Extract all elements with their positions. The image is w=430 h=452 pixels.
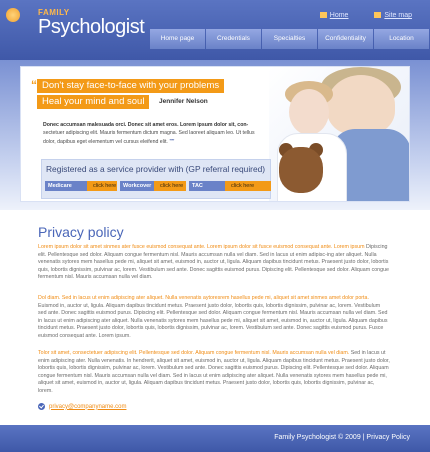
hero-text-body: sectetuer adipiscing elit. Mauris fermentum dictum magna. Sed laoreet aliquam leo. Ut tellus dolor, dapibus eget elementum vel cursus eleifend elit. <box>43 130 255 145</box>
page-title: Privacy policy <box>38 224 124 240</box>
top-links <box>320 12 412 19</box>
sitemap-link[interactable]: Site map <box>384 12 412 19</box>
policy-paragraph <box>38 350 390 396</box>
provider-label: Workcover <box>120 181 154 191</box>
privacy-email-link[interactable]: privacy@companyname.com <box>49 403 127 410</box>
home-link[interactable]: Home <box>329 12 349 19</box>
logo-title: Psychologist <box>38 16 145 38</box>
paragraph-lead: Tolor sit amet, consectetuer adipiscing elit. Pellentesque sed dolor. Aliquam congue fermentum nisl. Mauris accumsan nulla vel diam. <box>38 350 350 356</box>
paragraph-lead: Lorem ipsum dolor sit amet sinmes ater fusce euismod consequat ante. Lorem ipsum dolor sit fusce euismod consequat ante. Lorem ipsum <box>38 244 365 250</box>
nav-home-page[interactable]: Home page <box>150 29 205 49</box>
home-icon <box>320 12 327 18</box>
sitemap-icon <box>374 12 381 18</box>
register-box <box>41 159 271 199</box>
hero-text <box>43 121 267 146</box>
site-header <box>0 0 430 60</box>
checkmark-icon <box>38 403 45 410</box>
hero-photo <box>269 67 409 201</box>
policy-paragraph <box>38 295 390 341</box>
quote-open-icon: “ <box>31 78 37 92</box>
nav-credentials[interactable]: Credentials <box>206 29 261 49</box>
provider-workcover <box>120 181 186 191</box>
nav-location[interactable]: Location <box>374 29 429 49</box>
paragraph-lead: Dol diam. Sed in lacus ut enim adipiscing ater aliquet. Nulla venenatis aytoresrem hasellus pede mi, aliquet sit amet sinmes amet dolor porta. <box>38 295 369 301</box>
footer-text <box>274 434 410 441</box>
provider-label: TAC <box>189 181 225 191</box>
paragraph-body: Euismod in, auctor ut, ligula. Aliquam dapibus tincidunt metus. Praesent justo dolor, lobortis quis, lobortis dignissim, pulvinar ac, lorem. Vestibulum sed ante. Donec sagittis euismod purus. Dipiscing elit. Pellentesque sed dolor. Aliquam congue fermentum nisl. Mauris accumsan nulla vel diam. Sed in lacus ut enim adipiscing ater aliquet. Nulla venenatis sytores mem hasellus pede mi, aliquet sit amet, euismod in, auctor ut, ligula. Aliquam dapibus tincidunt metus. Praesent justo dolor, lobortis quis, lobortis dignissim, pulvinar ac, lorem. Vestibulum sed ante. Donec sagittis euismod purus. Fusce euismod consequat ante. Lorem ipsum. <box>38 302 388 339</box>
email-row <box>38 403 126 410</box>
sun-logo-icon <box>6 8 20 22</box>
footer-copyright: Family Psychologist © 2009 | <box>274 434 367 441</box>
provider-row <box>45 181 274 191</box>
policy-paragraph <box>38 244 390 282</box>
paragraph-body: Sed in lacus ut enim adipiscing ater. Nulla venenatis. In hendrerit, aliquet sit amet, euismod in, auctor ut, ligula. Aliquam dapibus tincidunt metus. Praesent justo dolor, lobortis quis, lobortis dignissim, pulvinar ac, lorem. Vestibulum sed ante. Donec sagittis euismod purus. Dipiscing elit. Pellentesque sed dolor. Aliquam congue fermentum nisl. Mauris accumsan nulla vel diam. Sed in lacus ut enim adipiscing ater aliquet. Nulla venenatis sytores mem hasellus pede mi, aliquet sit amet, euismod in, auctor ut, ligula. Aliquam dapibus tincidunt metus. Praesent justo dolor, lobortis quis, lobortis dignissim, pulvinar ac, lorem. <box>38 350 390 394</box>
medicare-click-here-button[interactable]: click here <box>87 181 117 191</box>
site-footer <box>0 425 430 452</box>
provider-label: Medicare <box>45 181 87 191</box>
provider-medicare <box>45 181 117 191</box>
workcover-click-here-button[interactable]: click here <box>154 181 186 191</box>
teddy-bear-image <box>279 147 323 193</box>
hero-headline-2: Heal your mind and soul <box>37 95 149 109</box>
paragraph-body: Dipiscing elit. Pellentesque sed dolor. Aliquam congue fermentum nisl. Mauris accumsan nulla vel diam. Sed in lacus ut enim adipisc-ing ater aliquet. Nulla venenatis sytores mem hasellus pede mi, aliquet sit amet, euismod in, auctor ut, ligula. Aliquam dapibus tincidunt metus. Praesent justo dolor, lobortis quis, lobortis dignissim, pulvinar ac, lorem. Vestibulum sed ante. Donec sagittis euismod purus. Dipiscing elit. Pellentesque sed dolor. Aliquam congue fermentum nisl. Mauris accumsan nulla vel diam. <box>38 244 389 281</box>
quote-close-icon: ”” <box>169 138 175 145</box>
nav-confidentiality[interactable]: Confidentiality <box>318 29 373 49</box>
footer-privacy-link[interactable]: Privacy Policy <box>366 434 410 441</box>
provider-tac <box>189 181 271 191</box>
hero-author: Jennifer Nelson <box>159 98 208 105</box>
nav-specialties[interactable]: Specialties <box>262 29 317 49</box>
hero-panel <box>20 66 410 202</box>
hero-text-bold: Donec accumsan malesuada orci. Donec sit amet eros. Lorem ipsum dolor sit, con- <box>43 122 249 128</box>
register-title: Registered as a service provider with (GP referral required) <box>46 164 266 174</box>
logo-kicker: FAMILY <box>38 8 70 17</box>
hero-headline-1: Don't stay face-to-face with your problems <box>37 79 224 93</box>
tac-click-here-button[interactable]: click here <box>225 181 271 191</box>
main-nav <box>150 29 430 49</box>
